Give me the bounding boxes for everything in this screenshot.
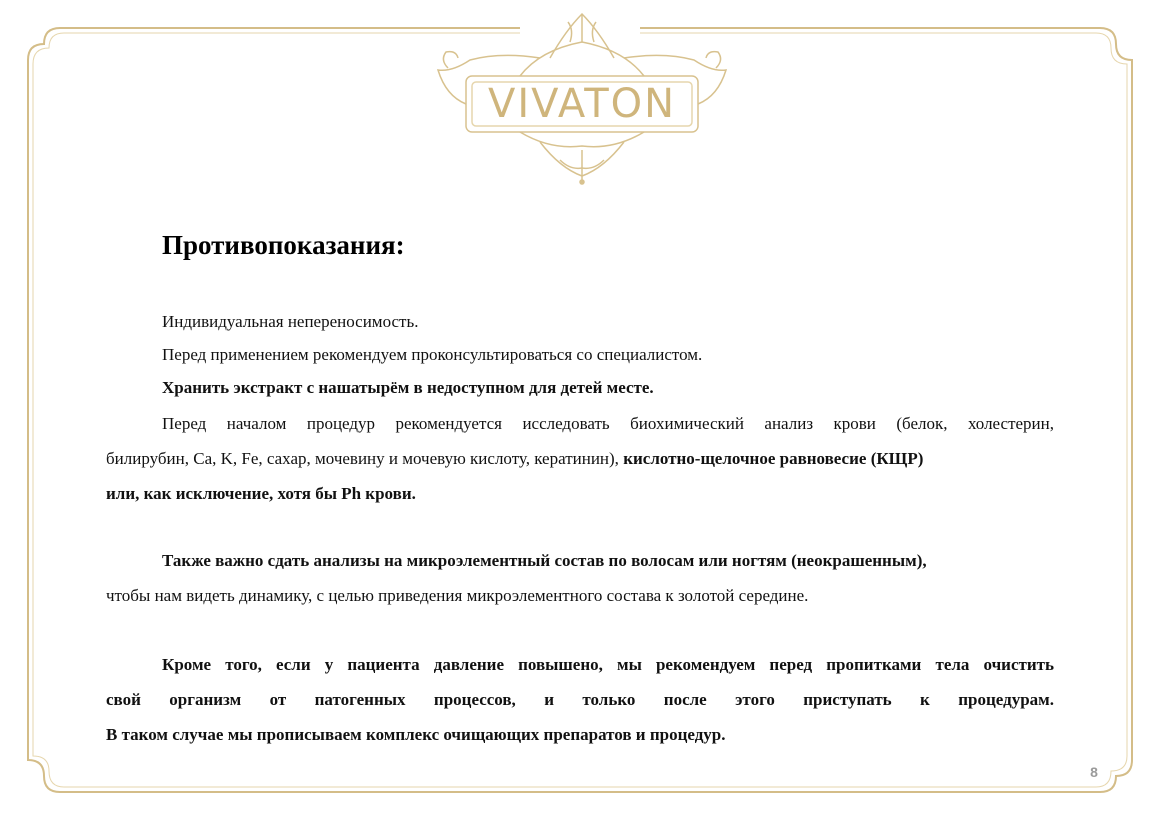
paragraph-blood-test-line2 [106,449,1054,469]
blood-test-line2-normal: билирубин, Ca, K, Fe, сахар, мочевину и мочевую кислоту, кератинин), [106,449,624,468]
blood-test-line2-bold: кислотно-щелочное равновесие (КЩР) [623,449,924,468]
paragraph-pressure-line2: свой организм от патогенных процессов, и только после этого приступать к процедурам. [106,690,1054,709]
page-title: Противопоказания: [162,230,405,260]
paragraph-pressure-line1: Кроме того, если у пациента давление повышено, мы рекомендуем перед пропитками тела очистить [162,655,1054,674]
paragraph-intolerance: Индивидуальная непереносимость. [162,312,419,331]
paragraph-consult: Перед применением рекомендуем проконсультироваться со специалистом. [162,345,703,364]
page-number: 8 [1090,764,1098,780]
paragraph-blood-test-line1: Перед началом процедур рекомендуется исследовать биохимический анализ крови (белок, холестерин, [162,414,1054,433]
brand-logo: VIVATON [487,81,677,127]
paragraph-blood-test-line3: или, как исключение, хотя бы Ph крови. [106,484,416,503]
paragraph-microelements-line1: Также важно сдать анализы на микроэлементный состав по волосам или ногтям (неокрашенным), [162,551,927,570]
paragraph-storage-warning: Хранить экстракт с нашатырём в недоступном для детей месте. [162,378,654,397]
paragraph-pressure-line3: В таком случае мы прописываем комплекс очищающих препаратов и процедур. [106,725,726,744]
paragraph-microelements-line2: чтобы нам видеть динамику, с целью приведения микроэлементного состава к золотой середине. [106,586,809,605]
